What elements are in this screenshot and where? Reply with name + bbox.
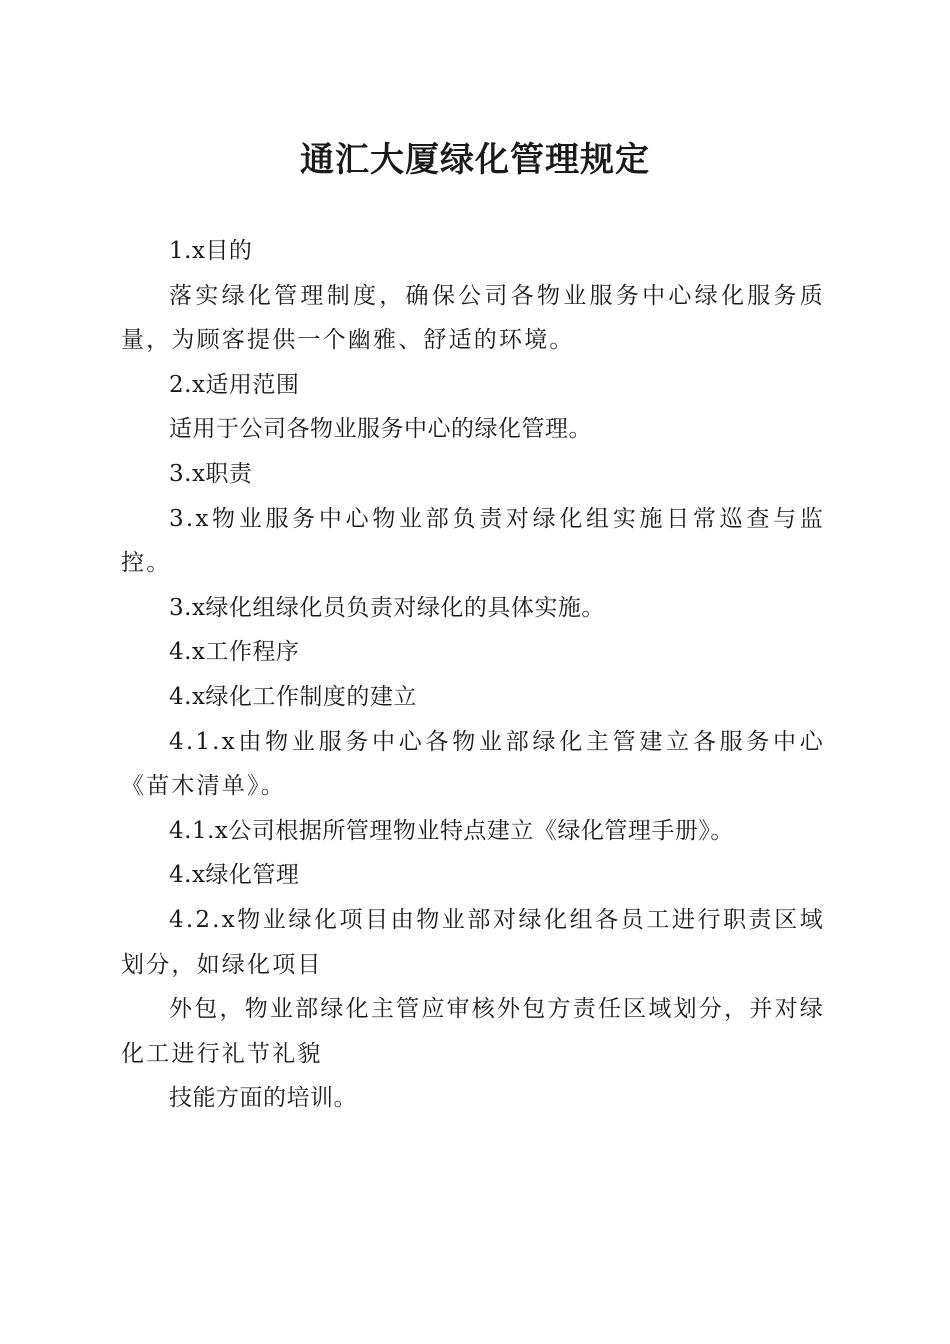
section-heading-scope: 2.x适用范围 — [169, 371, 300, 398]
paragraph-scope-text: 适用于公司各物业服务中心的绿化管理。 — [169, 416, 592, 443]
section-heading-purpose: 1.x目的 — [169, 238, 253, 264]
paragraph-duty-property-dept: 3.x物业服务中心物业部负责对绿化组实施日常巡查与监控。 — [121, 505, 825, 577]
section-heading-procedure: 4.x工作程序 — [169, 639, 300, 666]
paragraph-outsourcing: 外包，物业部绿化主管应审核外包方责任区域划分，并对绿化工进行礼节礼貌 — [121, 996, 825, 1067]
paragraph-purpose-text: 落实绿化管理制度，确保公司各物业服务中心绿化服务质量，为顾客提供一个幽雅、舒适的环境。 — [121, 282, 825, 354]
paragraph-area-division: 4.2.x物业绿化项目由物业部对绿化组各员工进行职责区域划分，如绿化项目 — [121, 906, 825, 978]
paragraph-seedling-list: 4.1.x由物业服务中心各物业部绿化主管建立各服务中心《苗木清单》。 — [121, 728, 825, 800]
section-heading-duties: 3.x职责 — [169, 460, 253, 487]
paragraph-duty-greening-staff: 3.x绿化组绿化员负责对绿化的具体实施。 — [169, 594, 605, 621]
paragraph-greening-manual: 4.1.x公司根据所管理物业特点建立《绿化管理手册》。 — [169, 817, 734, 844]
subsection-heading-management: 4.x绿化管理 — [169, 862, 300, 889]
document-body — [121, 229, 825, 1121]
subsection-heading-system: 4.x绿化工作制度的建立 — [169, 683, 417, 710]
paragraph-training: 技能方面的培训。 — [169, 1085, 357, 1112]
document-title: 通汇大厦绿化管理规定 — [300, 140, 650, 180]
